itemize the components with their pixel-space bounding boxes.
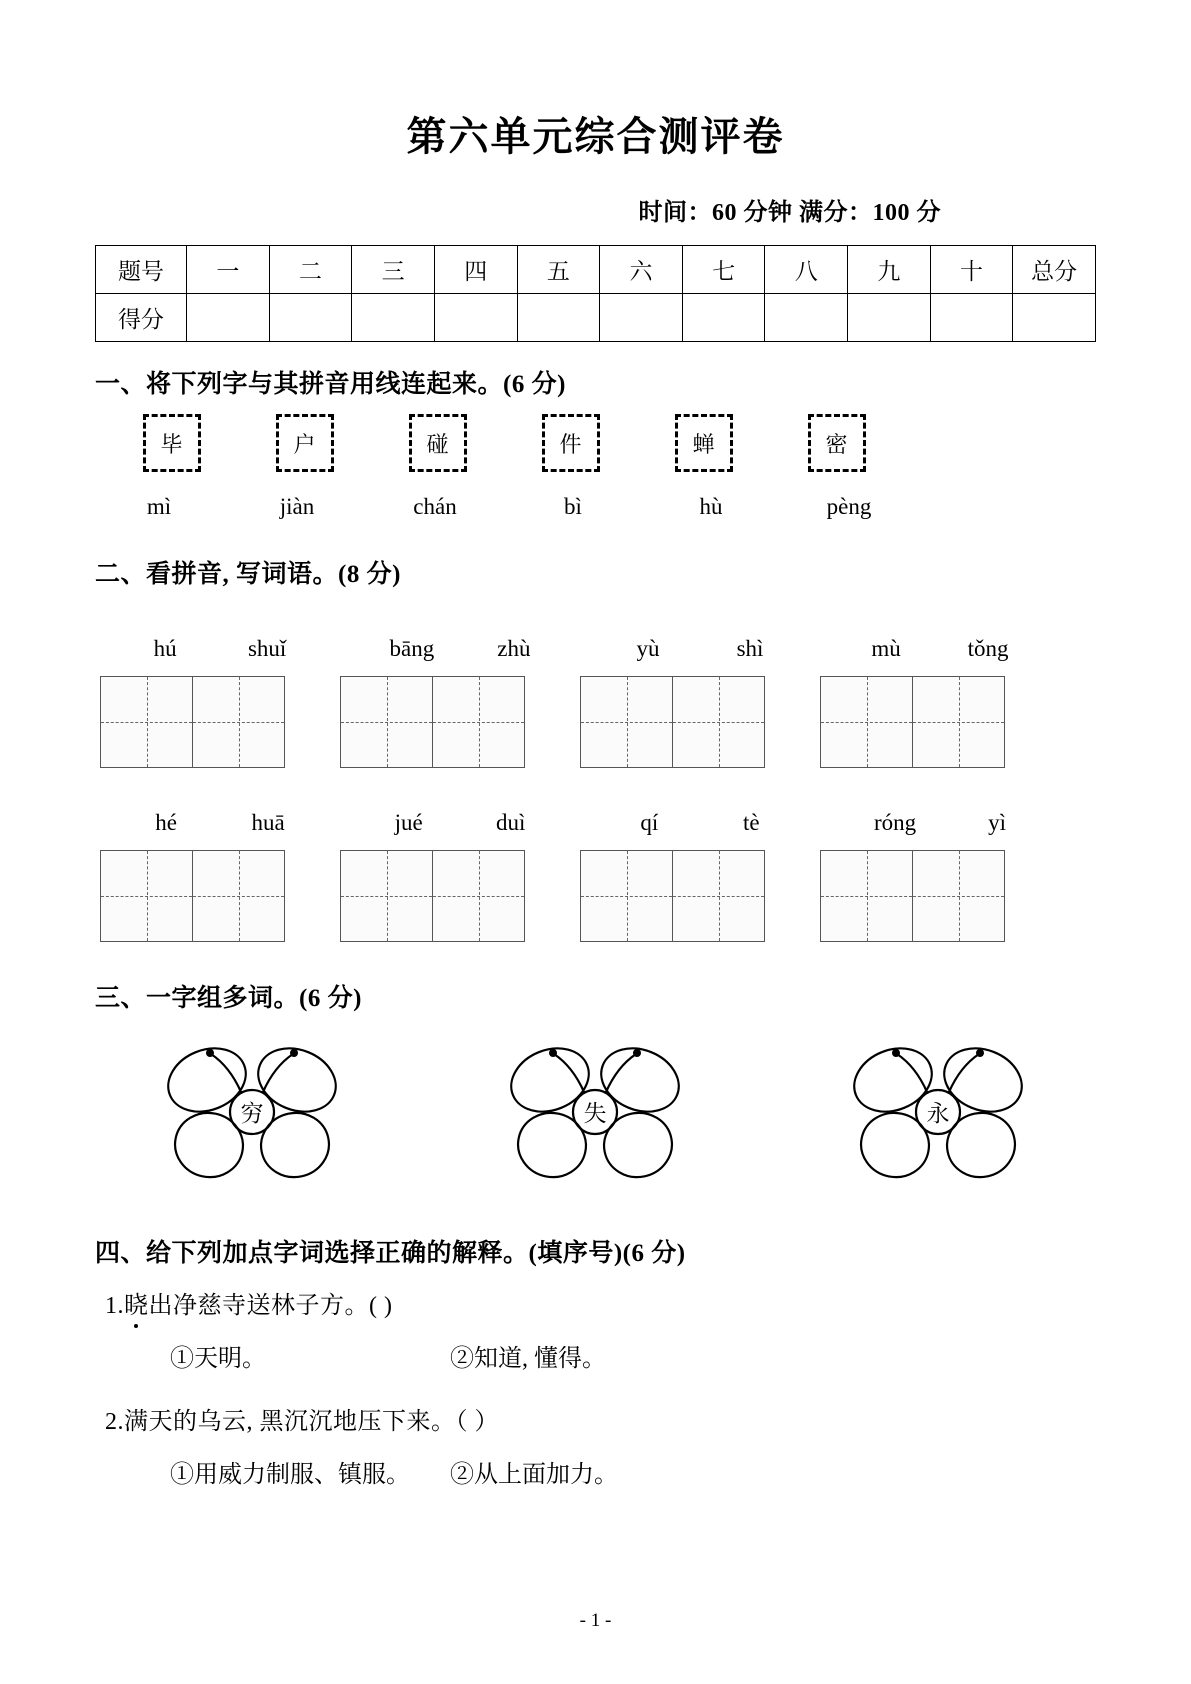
question-4-2 (105, 1401, 1191, 1436)
word-group (340, 810, 580, 942)
word-group (580, 810, 820, 942)
grid-cell[interactable] (341, 677, 432, 767)
score-table-row-label-question: 题号 (96, 246, 187, 294)
butterfly-item (766, 1032, 1109, 1197)
tianzige-grid[interactable] (820, 850, 1005, 942)
character-cell (770, 414, 903, 472)
question-number: 2. (105, 1409, 124, 1435)
character-box[interactable]: 密 (808, 414, 866, 472)
score-cell-8[interactable] (765, 294, 848, 342)
grid-cell[interactable] (912, 851, 1004, 941)
word-group (340, 636, 580, 768)
word-group (580, 636, 820, 768)
score-table-col-9: 九 (848, 246, 931, 294)
grid-cell[interactable] (432, 677, 524, 767)
score-table (95, 245, 1096, 342)
section-1-heading: 一、将下列字与其拼音用线连起来。(6 分) (95, 371, 566, 398)
exam-time-score-line: 时间：60 分钟 满分：100 分 (638, 200, 941, 226)
score-cell-4[interactable] (434, 294, 517, 342)
pinyin-syllable: yì (988, 810, 1007, 835)
section-3-heading: 三、一字组多词。(6 分) (95, 985, 362, 1012)
pinyin-syllable: tǒng (967, 636, 1009, 661)
score-cell-7[interactable] (682, 294, 765, 342)
butterfly-item (80, 1032, 423, 1197)
option-item[interactable]: ①天明。 (170, 1346, 266, 1372)
character-box[interactable]: 碰 (409, 414, 467, 472)
pinyin-syllable: hú (153, 636, 177, 661)
score-cell-2[interactable] (269, 294, 352, 342)
pinyin-syllable: zhù (497, 636, 531, 661)
word-pinyin (580, 810, 820, 836)
word-pinyin (820, 810, 1060, 836)
score-cell-total[interactable] (1013, 294, 1096, 342)
score-table-col-total: 总分 (1013, 246, 1096, 294)
character-box[interactable]: 件 (542, 414, 600, 472)
pinyin-syllable: tè (743, 810, 760, 835)
grid-cell[interactable] (101, 851, 192, 941)
grid-cell[interactable] (341, 851, 432, 941)
page-number: - 1 - (579, 1610, 612, 1631)
butterfly-icon (823, 1032, 1053, 1197)
score-cell-10[interactable] (930, 294, 1013, 342)
table-row-score (96, 294, 1096, 342)
butterfly-center-char: 穷 (240, 1101, 263, 1126)
score-table-row-label-score: 得分 (96, 294, 187, 342)
pinyin-syllable: qí (640, 810, 659, 835)
word-group (820, 810, 1060, 942)
score-cell-3[interactable] (352, 294, 435, 342)
score-table-col-3: 三 (352, 246, 435, 294)
score-cell-6[interactable] (600, 294, 683, 342)
score-table-col-10: 十 (930, 246, 1013, 294)
pinyin-syllable: duì (495, 810, 526, 835)
question-4-1 (105, 1285, 1191, 1320)
character-cell (105, 414, 238, 472)
option-item[interactable]: ①用威力制服、镇服。 (170, 1462, 410, 1488)
pinyin-syllable: róng (873, 810, 917, 835)
score-cell-5[interactable] (517, 294, 600, 342)
pinyin-syllable: bāng (389, 636, 435, 661)
pinyin-item[interactable]: chán (413, 494, 457, 519)
word-pinyin (340, 636, 580, 662)
butterfly-center-char: 永 (926, 1101, 949, 1126)
score-table-wrapper (95, 245, 1096, 342)
section-2-row-1 (100, 636, 1100, 768)
pinyin-syllable: shì (736, 636, 764, 661)
grid-cell[interactable] (581, 677, 672, 767)
tianzige-grid[interactable] (580, 676, 765, 768)
score-table-col-8: 八 (765, 246, 848, 294)
score-table-col-1: 一 (187, 246, 270, 294)
character-cell (504, 414, 637, 472)
section-3-butterfly-row (80, 1032, 1110, 1197)
word-pinyin (340, 810, 580, 836)
pinyin-syllable: hé (155, 810, 177, 835)
tianzige-grid[interactable] (580, 850, 765, 942)
pinyin-syllable: yù (636, 636, 660, 661)
table-row-header (96, 246, 1096, 294)
section-4-heading: 四、给下列加点字词选择正确的解释。(填序号)(6 分) (95, 1240, 686, 1267)
word-pinyin (100, 636, 340, 662)
section-2-heading: 二、看拼音, 写词语。(8 分) (95, 561, 401, 588)
question-text[interactable]: 下来。（ ） (382, 1409, 499, 1435)
word-group (100, 636, 340, 768)
score-table-col-7: 七 (682, 246, 765, 294)
grid-cell[interactable] (821, 851, 912, 941)
question-text[interactable]: 出净慈寺送林子方。( ) (148, 1293, 393, 1319)
pinyin-syllable: jué (394, 810, 423, 835)
option-item[interactable]: ②从上面加力。 (450, 1462, 618, 1488)
word-pinyin (100, 810, 340, 836)
score-table-col-5: 五 (517, 246, 600, 294)
score-cell-1[interactable] (187, 294, 270, 342)
character-box[interactable]: 毕 (143, 414, 201, 472)
section-1-pinyin-row (90, 494, 920, 520)
pinyin-item[interactable]: bì (564, 494, 582, 519)
pinyin-item[interactable]: jiàn (279, 494, 315, 519)
section-1-character-row (105, 414, 905, 472)
tianzige-grid[interactable] (340, 850, 525, 942)
character-box[interactable]: 蝉 (675, 414, 733, 472)
option-item[interactable]: ②知道, 懂得。 (450, 1346, 606, 1372)
butterfly-icon (480, 1032, 710, 1197)
pinyin-syllable: huā (251, 810, 285, 835)
question-text-before: 满天的乌云, 黑沉沉地压 (124, 1409, 382, 1435)
tianzige-grid[interactable] (820, 676, 1005, 768)
grid-cell[interactable] (192, 851, 284, 941)
pinyin-item[interactable]: hù (699, 494, 723, 519)
butterfly-icon (137, 1032, 367, 1197)
question-4-1-options (170, 1338, 1191, 1373)
score-table-col-4: 四 (434, 246, 517, 294)
tianzige-grid[interactable] (340, 676, 525, 768)
pinyin-syllable: mù (871, 636, 901, 661)
character-cell (637, 414, 770, 472)
word-pinyin (580, 636, 820, 662)
score-table-col-6: 六 (600, 246, 683, 294)
pinyin-item[interactable]: mì (146, 494, 172, 519)
word-group (820, 636, 1060, 768)
score-cell-9[interactable] (848, 294, 931, 342)
emphasized-char: 晓 (124, 1293, 149, 1319)
pinyin-syllable: shuǐ (247, 636, 287, 661)
question-number: 1. (105, 1293, 124, 1319)
grid-cell[interactable] (672, 677, 764, 767)
question-4-2-options (170, 1454, 1191, 1489)
grid-cell[interactable] (672, 851, 764, 941)
grid-cell[interactable] (821, 677, 912, 767)
butterfly-center-char: 失 (583, 1101, 606, 1126)
character-box[interactable]: 户 (276, 414, 334, 472)
section-2-row-2 (100, 810, 1100, 942)
butterfly-item (423, 1032, 766, 1197)
grid-cell[interactable] (192, 677, 284, 767)
character-cell (371, 414, 504, 472)
character-cell (238, 414, 371, 472)
pinyin-item[interactable]: pèng (826, 494, 872, 519)
word-pinyin (820, 636, 1060, 662)
grid-cell[interactable] (432, 851, 524, 941)
tianzige-grid[interactable] (100, 676, 285, 768)
grid-cell[interactable] (912, 677, 1004, 767)
word-group (100, 810, 340, 942)
score-table-col-2: 二 (269, 246, 352, 294)
page-title: 第六单元综合测评卷 (406, 114, 785, 159)
section-2-block (100, 608, 1191, 942)
grid-cell[interactable] (581, 851, 672, 941)
grid-cell[interactable] (101, 677, 192, 767)
tianzige-grid[interactable] (100, 850, 285, 942)
